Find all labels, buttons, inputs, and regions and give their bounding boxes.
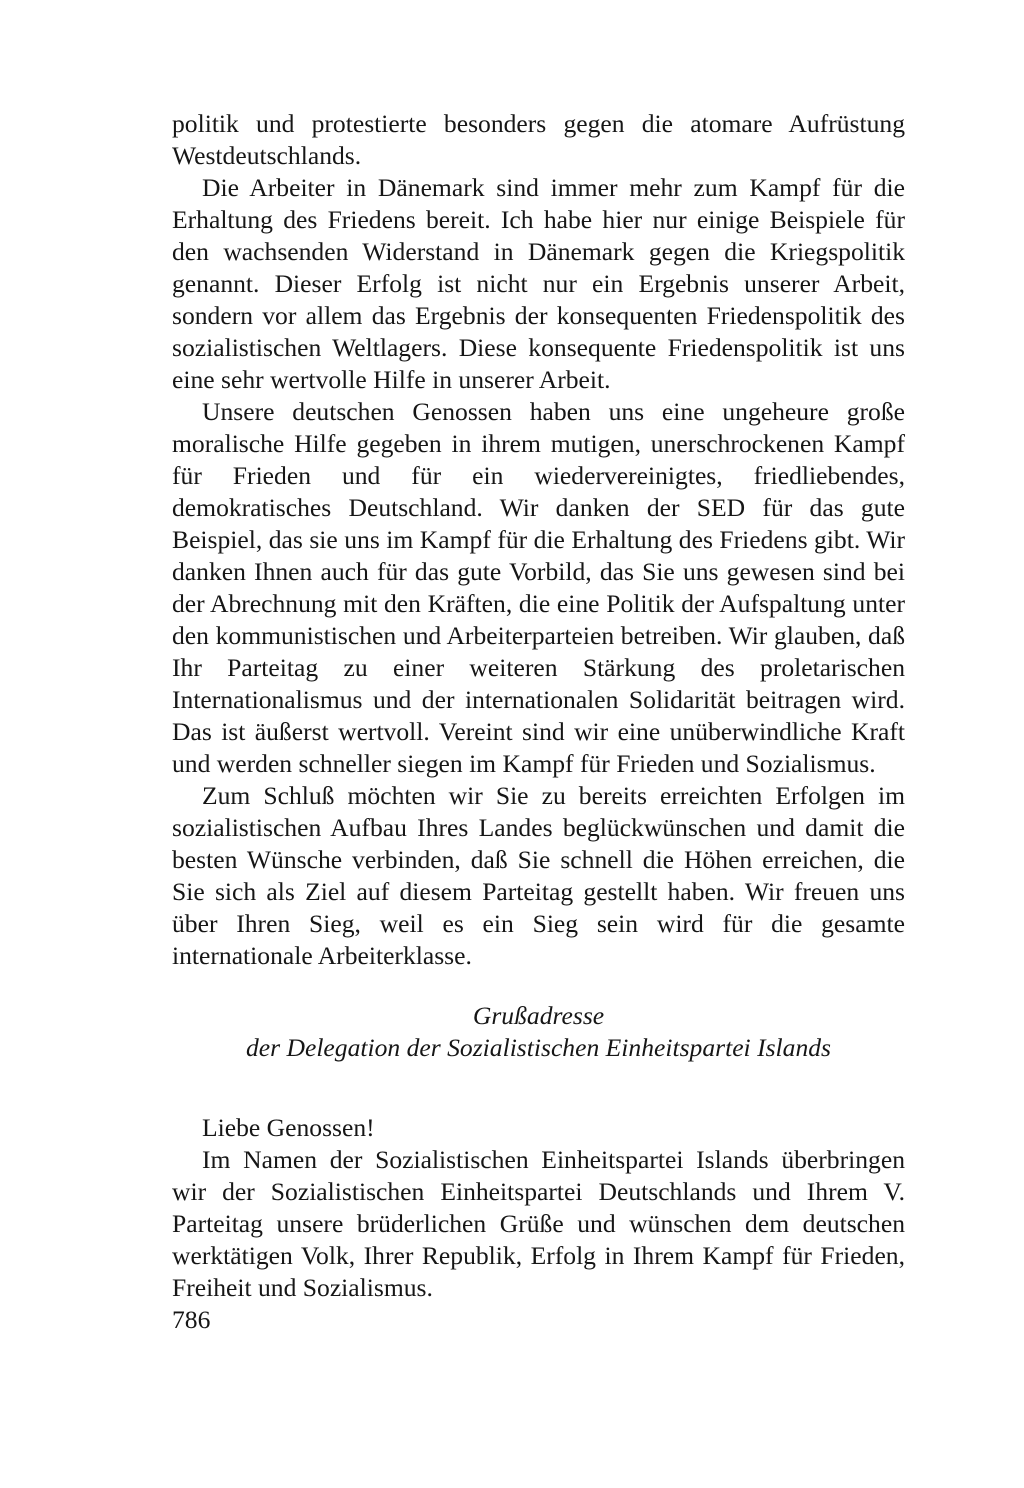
- section-heading-title: Grußadresse: [472, 1001, 605, 1030]
- section-heading-subtitle: der Delegation der Sozialistischen Einheitspartei Islands: [245, 1033, 832, 1062]
- salutation: Liebe Genossen!: [202, 1113, 375, 1142]
- paragraph-iceland-greeting: Im Namen der Sozialistischen Einheitspartei Islands überbringen wir der Sozialistischen Einheitspartei Deutschlands und Ihrem V. Parteitag unsere brüderlichen Grüße und wünschen dem deutschen werktätigen Volk, Ihrer Republik, Erfolg in Ihrem Kampf für Frieden, Freiheit und Sozialismus.: [172, 1145, 905, 1302]
- paragraph-denmark-workers: Die Arbeiter in Dänemark sind immer mehr zum Kampf für die Erhaltung des Friedens bereit. Ich habe hier nur einige Beispiele für den wachsenden Widerstand in Dänemark gegen die Kriegspolitik genannt. Dieser Erfolg ist nicht nur ein Ergebnis unserer Arbeit, sondern vor allem das Ergebnis der konsequenten Friedenspolitik des sozialistischen Weltlagers. Diese konsequente Friedenspolitik ist uns eine sehr wertvolle Hilfe in unserer Arbeit.: [172, 173, 905, 394]
- page-number: 786: [172, 1305, 211, 1334]
- body-text: [172, 108, 905, 1304]
- paragraph-german-comrades: Unsere deutschen Genossen haben uns eine ungeheure große moralische Hilfe gegeben in ihrem mutigen, unerschrockenen Kampf für Frieden und für ein wiedervereinigtes, friedliebendes, demokratisches Deutschland. Wir danken der SED für das gute Beispiel, das sie uns im Kampf für die Erhaltung des Friedens gibt. Wir danken Ihnen auch für das gute Vorbild, das Sie uns gewesen sind bei der Abrechnung mit den Kräften, die eine Politik der Aufspaltung unter den kommunistischen und Arbeiterparteien betreiben. Wir glauben, daß Ihr Parteitag zu einer weiteren Stärkung des proletarischen Internationalismus und der internationalen Solidarität beitragen wird. Das ist äußerst wertvoll. Vereint sind wir eine unüberwindliche Kraft und werden schneller siegen im Kampf für Frieden und Sozialismus.: [172, 397, 905, 778]
- paragraph-closing-wishes: Zum Schluß möchten wir Sie zu bereits erreichten Erfolgen im sozialistischen Aufbau Ihres Landes beglückwünschen und damit die besten Wünsche verbinden, daß Sie schnell die Höhen erreichen, die Sie sich als Ziel auf diesem Parteitag gestellt haben. Wir freuen uns über Ihren Sieg, weil es ein Sieg sein wird für die gesamte internationale Arbeiterklasse.: [172, 781, 905, 970]
- paragraph-continuation: politik und protestierte besonders gegen die atomare Aufrüstung Westdeutschlands.: [172, 109, 905, 170]
